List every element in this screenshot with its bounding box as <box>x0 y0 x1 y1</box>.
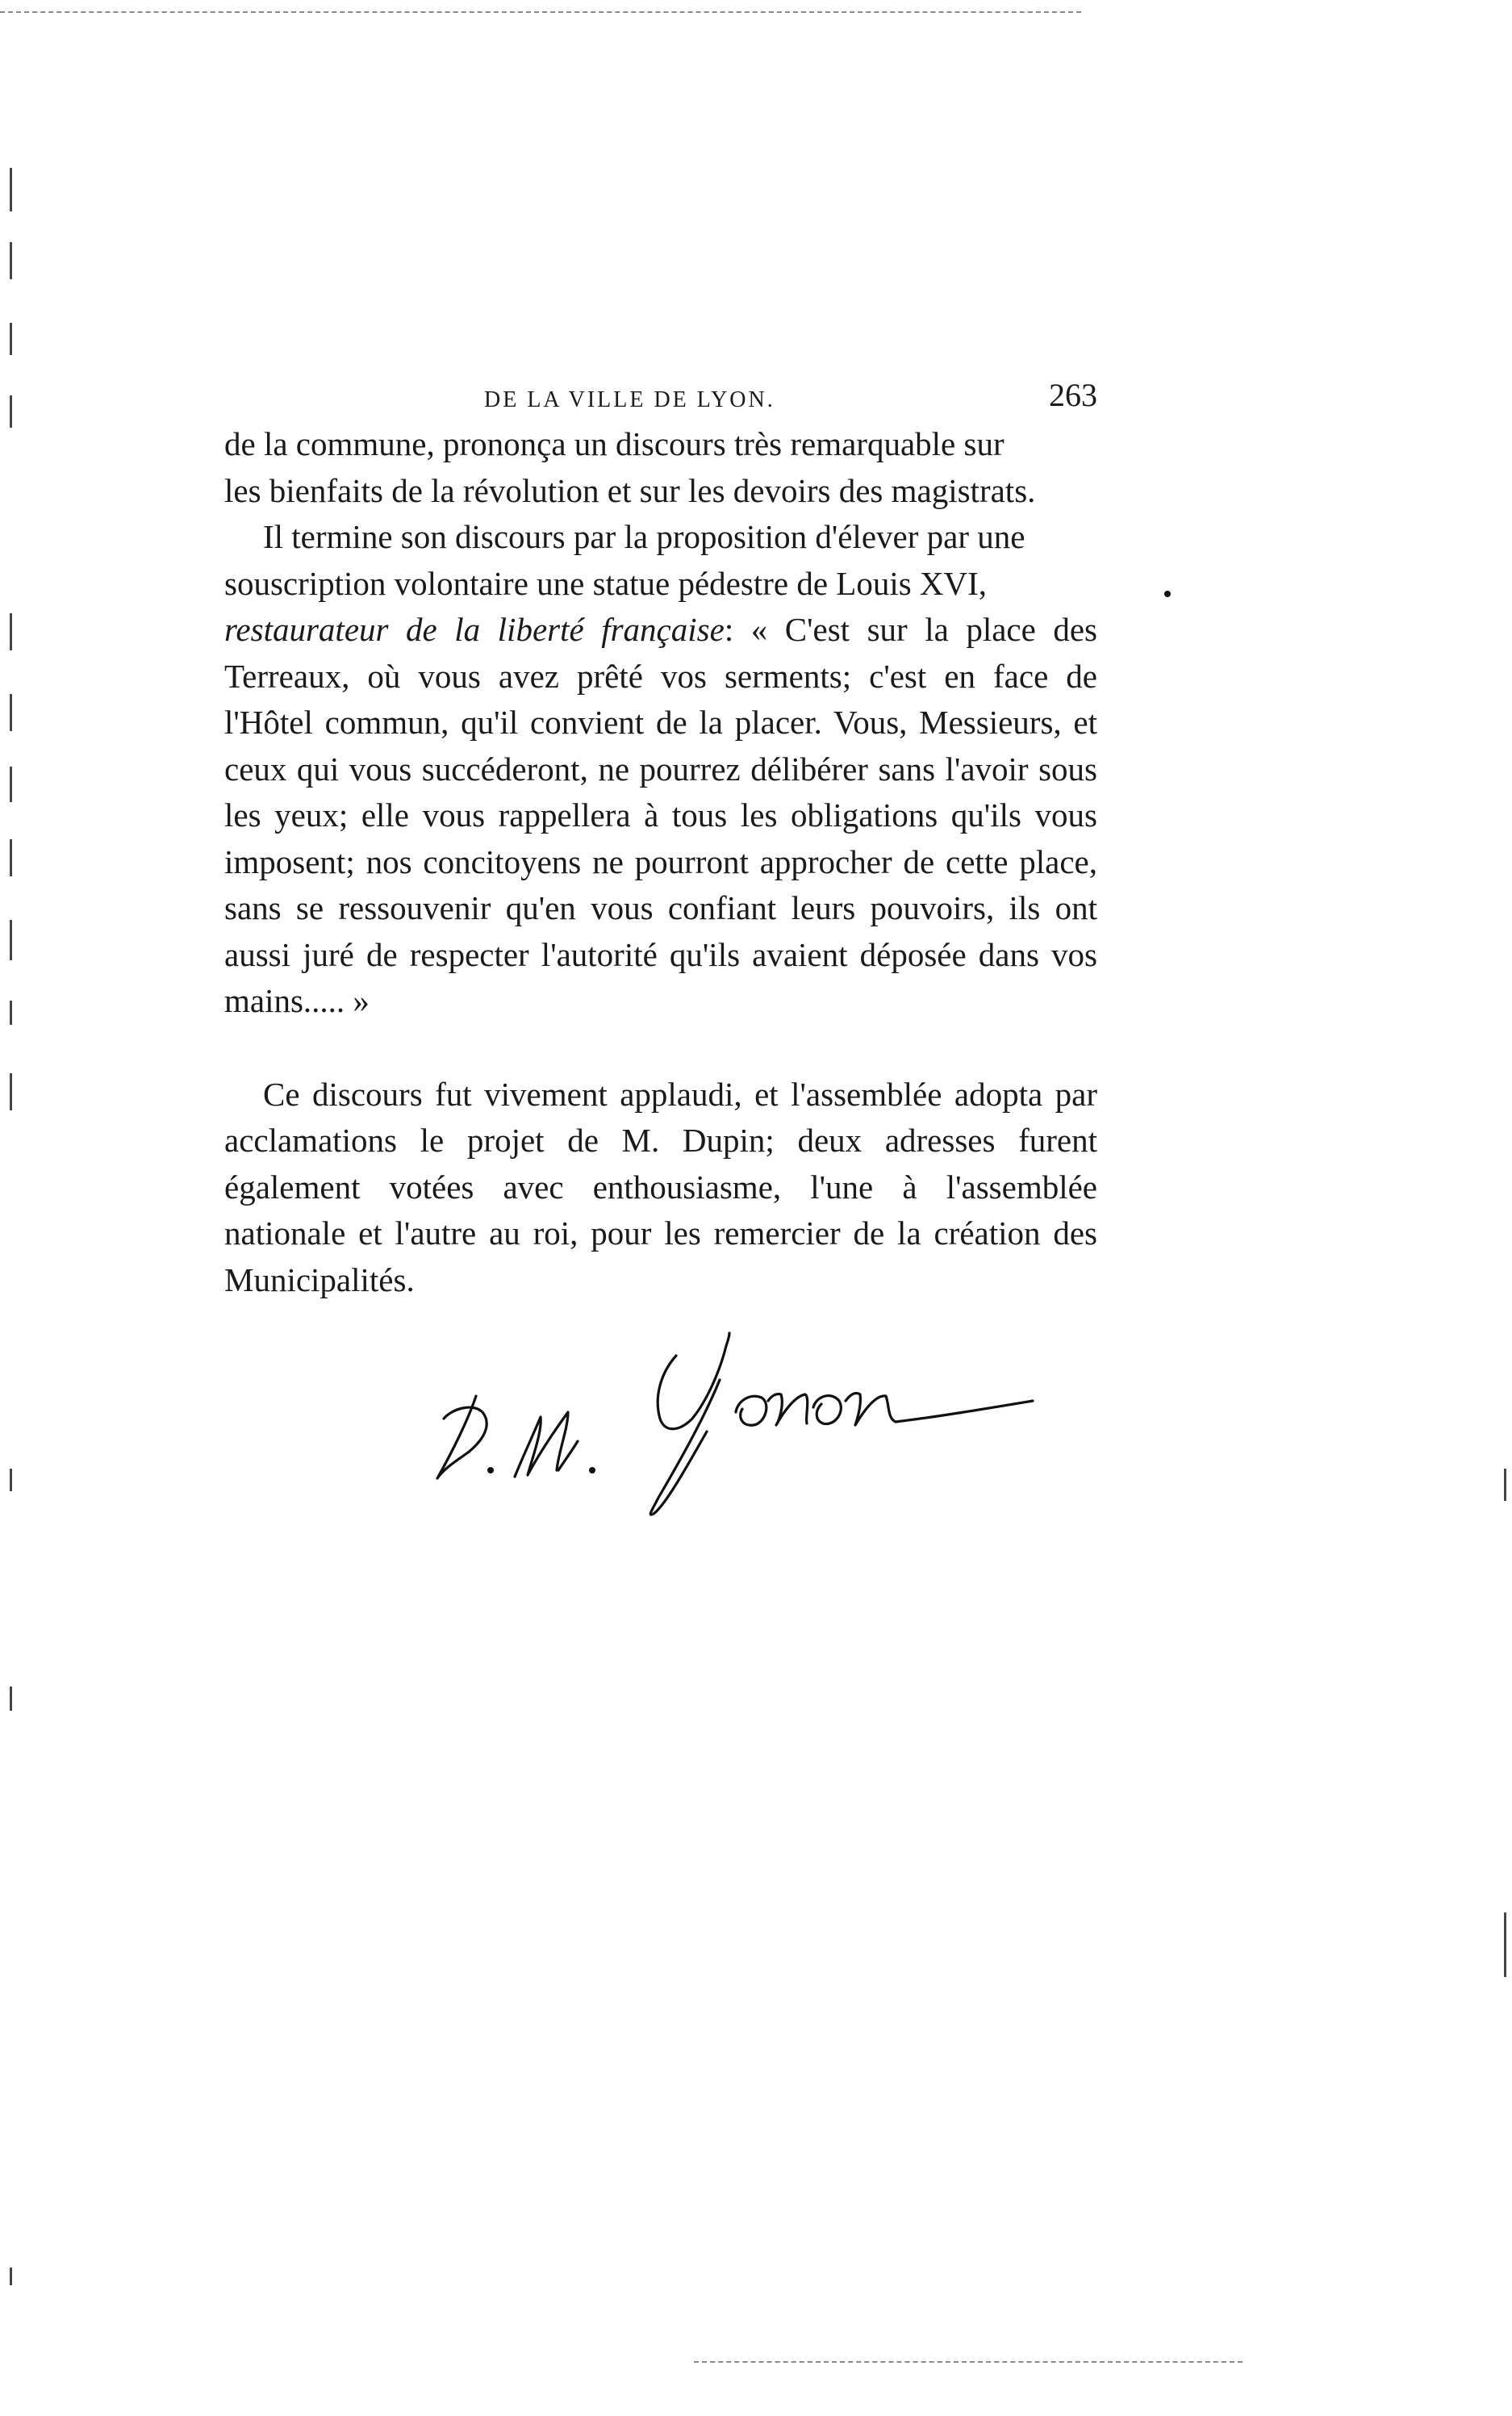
paragraph-line: : « C'est sur la place des <box>724 611 1097 648</box>
paragraph-text: Ce discours fut vivement applaudi, et l'assemblée adopta par acclamations le projet de M. Dupin; deux adresses furent également votées avec enthousiasme, l'une à l'assemblée nationale et l'autre au roi, pour les remercier de la création des Municipalités. <box>224 1075 1097 1298</box>
margin-speck <box>10 1001 12 1025</box>
margin-speck <box>1504 1469 1506 1501</box>
paragraph-line: les bienfaits de la révolution et sur les devoirs des magistrats. <box>224 471 1036 509</box>
paragraph-speech <box>224 514 1097 1025</box>
margin-speck <box>10 323 12 355</box>
paragraph-continued <box>224 421 1097 514</box>
paragraph-line: de la commune, prononça un discours très remarquable sur <box>224 425 1005 462</box>
margin-speck <box>10 613 12 650</box>
margin-speck <box>1504 1912 1506 1977</box>
paragraph-text: Terreaux, où vous avez prêté vos serments; c'est en face de l'Hôtel commun, qu'il convient de la placer. Vous, Messieurs, et ceux qui vous succéderont, ne pourrez délibérer sans l'avoir sous les yeux; elle vous rappellera à tous les obligations qu'ils vous imposent; nos concitoyens ne pourront approcher de cette place, sans se ressouvenir qu'en vous confiant leurs pouvoirs, ils ont aussi juré de respecter l'autorité qu'ils avaient déposée dans vos mains..... » <box>224 657 1097 1019</box>
body-text <box>224 421 1097 1303</box>
ink-spot <box>1164 591 1171 597</box>
margin-speck <box>10 1073 12 1110</box>
margin-speck <box>10 1687 12 1711</box>
running-title: DE LA VILLE DE LYON. <box>484 387 775 412</box>
italic-phrase: restaurateur de la liberté française <box>224 611 725 648</box>
margin-speck <box>10 2268 12 2285</box>
page-header <box>484 376 1097 424</box>
margin-speck <box>10 1469 12 1491</box>
margin-speck <box>10 395 12 428</box>
margin-speck <box>10 920 12 960</box>
margin-speck <box>10 242 12 279</box>
signature-drawing <box>420 1259 1065 1517</box>
page-number: 263 <box>1049 377 1097 413</box>
margin-speck <box>10 168 12 211</box>
scan-edge-bottom <box>694 2361 1243 2363</box>
paragraph-line: souscription volontaire une statue pédestre de Louis XVI, <box>224 564 988 602</box>
margin-speck <box>10 694 12 731</box>
handwritten-signature <box>420 1259 1065 1517</box>
margin-speck <box>10 839 12 876</box>
paragraph-line: Il termine son discours par la proposition d'élever par une <box>263 518 1025 555</box>
margin-speck <box>10 767 12 802</box>
scan-edge-top <box>0 11 1081 13</box>
